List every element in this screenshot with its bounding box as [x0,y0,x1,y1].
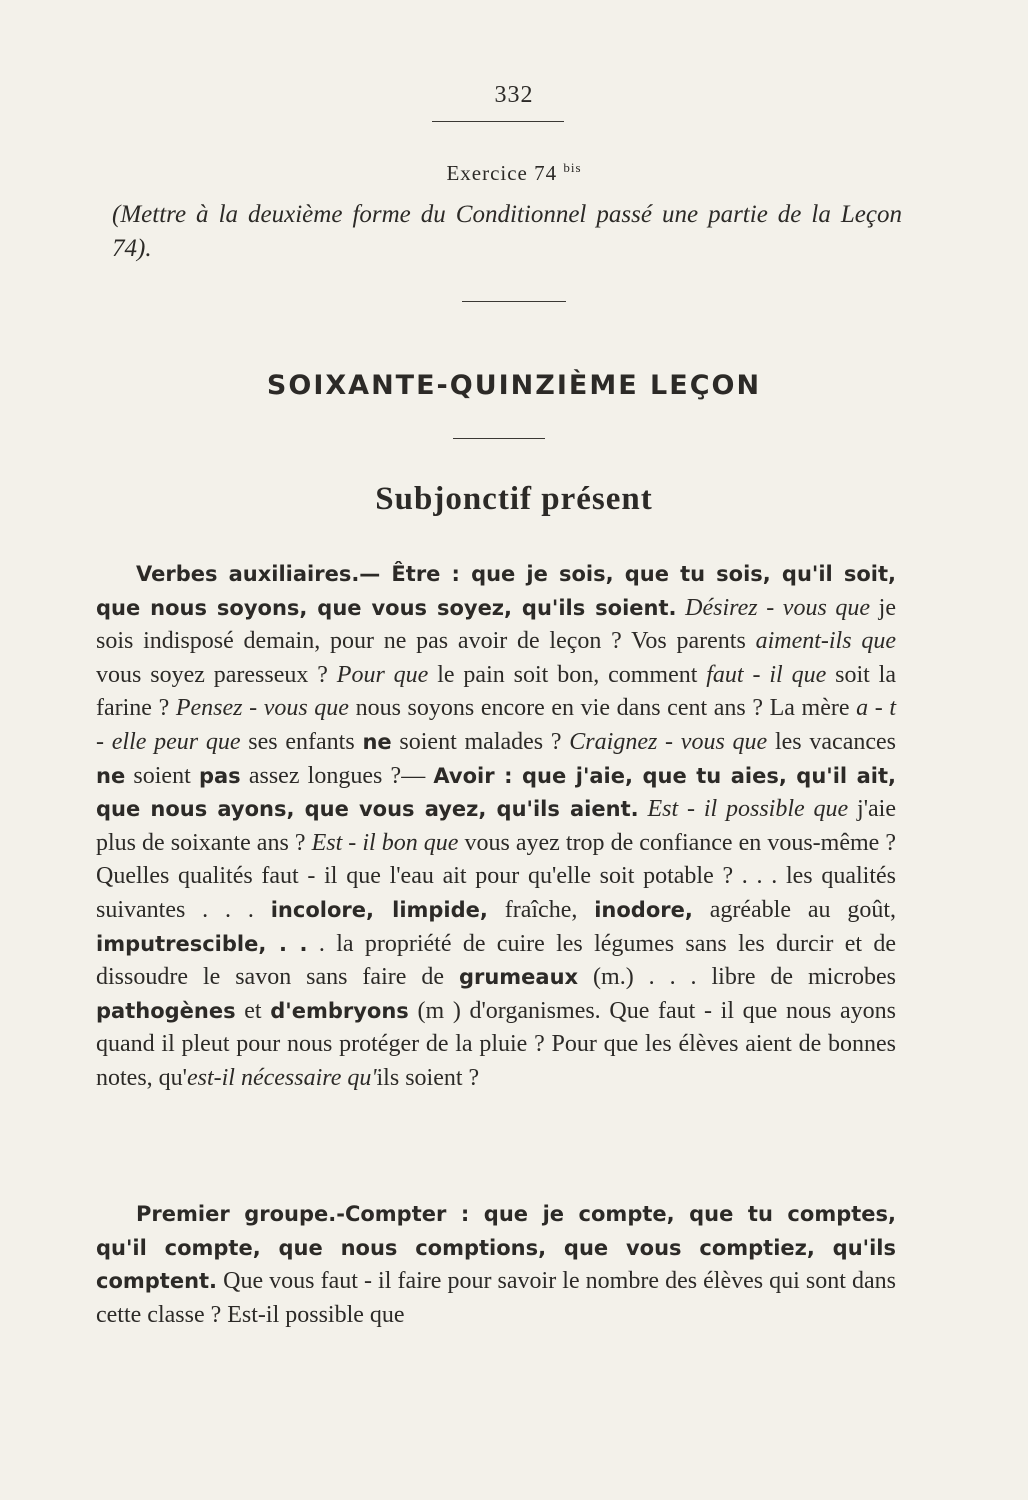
text-run: agréable au goût, [692,896,896,923]
separator-rule [462,301,566,302]
exercise-instruction: (Mettre à la deuxième forme du Conditionnel passé une partie de la Leçon 74). [112,201,902,262]
lesson-title: SOIXANTE-QUINZIÈME LEÇON [266,370,762,401]
text-bold: ne [96,763,126,788]
text-run: (m ) d'organismes. Que faut - il que nous ayons quand il pleut pour nous protéger de la pluie ? Pour que les élèves aient de bonnes notes, qu' [96,997,896,1091]
text-bold: Verbes auxiliaires.— Être : que je sois, que tu sois, qu'il soit, que nous soyons, que vous soyez, qu'ils soient. [96,562,896,620]
section-title: Subjonctif présent [375,481,653,517]
paragraph-auxiliaires [96,558,896,1096]
text-bold: incolore, limpide, [270,897,488,922]
text-italic: faut - il que [706,661,827,688]
text-run: (m.) . . . libre de microbes [578,964,896,991]
text-bold: grumeaux [458,965,579,990]
text-run: soient malades ? [391,728,570,755]
text-italic: a - t - elle peur que [96,695,897,755]
page-number: 332 [494,82,534,108]
text-run: nous soyons encore en vie dans cent ans ? La mère [348,695,857,722]
exercise-title-text: Exercice 74 [446,161,558,185]
text-italic: Pour que [336,661,429,688]
text-run: ils soient ? [376,1064,480,1091]
text-run: assez longues ?— [240,762,434,789]
paragraph-premier-groupe [96,1198,896,1332]
text-run: vous ayez trop de confiance en vous-même ? Quelles qualités faut - il que l'eau ait pour qu'elle soit potable ? . . . les qualités suivantes . . . [96,829,896,923]
text-run: je sois indisposé demain, pour ne pas avoir de leçon ? Vos parents [96,594,896,655]
text-bold: Avoir : que j'aie, que tu aies, qu'il ait, que nous ayons, que vous ayez, qu'ils aient. [96,763,897,822]
text-run: vous soyez paresseux ? [96,661,337,688]
text-run: ses enfants [240,728,363,755]
text-run: j'aie plus de soixante ans ? [96,796,897,856]
text-run: soient [125,762,199,789]
text-run: et [235,997,271,1024]
lesson-rule [453,438,545,439]
text-run: le pain soit bon, comment [428,661,707,688]
exercise-title-sup: bis [563,160,582,175]
text-italic: Est - il possible que [647,796,849,823]
text-italic: est-il nécessaire qu' [186,1064,377,1091]
text-italic: Désirez - vous que [685,594,871,621]
text-italic: Est - il bon que [311,829,459,856]
text-italic: aiment-ils que [755,628,896,655]
text-run: . la propriété de cuire les légumes sans les durcir et de dissoudre le savon sans faire de [96,930,896,991]
text-italic: Pensez - vous que [175,695,349,722]
text-bold: pathogènes [96,998,236,1023]
header-rule [432,121,564,122]
text-run: soit la farine ? [96,661,896,722]
text-run: fraîche, [487,896,595,923]
text-italic: Craignez - vous que [569,728,768,755]
text-bold: inodore, [594,897,693,922]
text-run: les vacances [767,728,896,755]
text-bold: d'embryons [270,998,409,1023]
exercise-title [0,160,1028,186]
text-bold: ne [362,729,392,754]
text-run: Que vous faut - il faire pour savoir le nombre des élèves qui sont dans cette classe ? Est-il possible que [96,1268,896,1328]
text-bold: imputrescible, . . [96,931,308,956]
text-bold: pas [198,763,241,788]
text-bold: Premier groupe.-Compter : que je compte, que tu comptes, qu'il compte, que nous comptions, que vous comptiez, qu'ils comptent. [96,1202,896,1294]
